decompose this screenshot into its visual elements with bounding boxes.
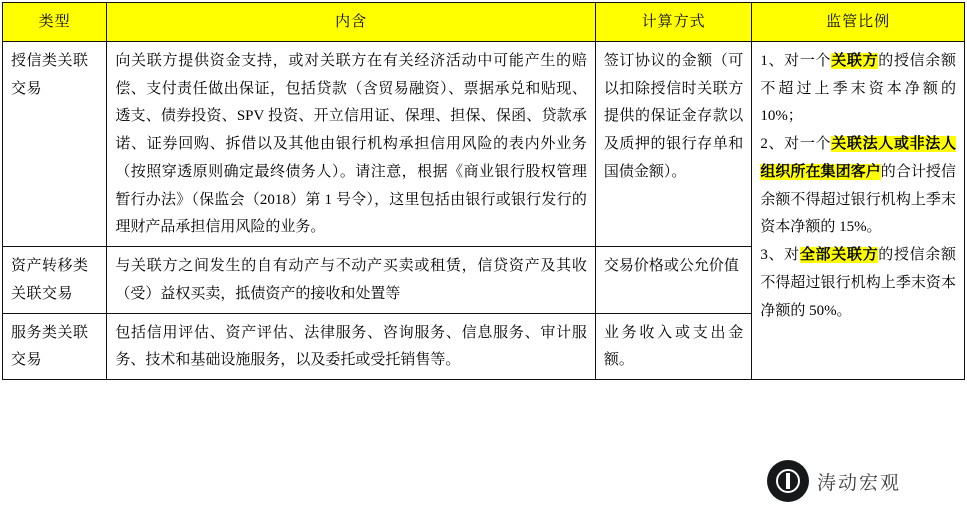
table-header-row <box>3 3 965 42</box>
ratio-item-3-suffix: 的授信余额不得超过银行机构上季末资本净额的 50%。 <box>760 247 956 319</box>
cell-calc-service: 业务收入或支出金额。 <box>595 313 751 380</box>
table-header <box>3 3 965 42</box>
ratio-item-2-highlight: 关联法人或非法人组织所在集团客户 <box>760 136 956 180</box>
ratio-item-3-highlight: 全部关联方 <box>799 247 879 263</box>
column-header-content: 内含 <box>107 3 596 42</box>
cell-calc-asset-transfer: 交易价格或公允价值 <box>595 247 751 314</box>
table-row <box>3 41 965 246</box>
ratio-item-1-highlight: 关联方 <box>831 52 879 69</box>
relation-transaction-table <box>2 2 965 380</box>
table-body <box>3 41 965 379</box>
document-page <box>0 2 967 514</box>
column-header-type: 类型 <box>3 3 107 42</box>
ratio-item-2-suffix: 的合计授信余额不得超过银行机构上季末资本净额的 15%。 <box>760 163 956 236</box>
cell-calc-credit: 签订协议的金额（可以扣除授信时关联方提供的保证金存款以及质押的银行存单和国债金额）。 <box>595 41 751 246</box>
cell-content-service: 包括信用评估、资产评估、法律服务、咨询服务、信息服务、审计服务、技术和基础设施服务，以及委托或受托销售等。 <box>107 313 596 380</box>
ratio-item-3-prefix: 3、对 <box>760 247 800 263</box>
watermark <box>763 454 959 508</box>
cell-type-service: 服务类关联交易 <box>3 313 107 380</box>
column-header-calc: 计算方式 <box>595 3 751 42</box>
watermark-label: 涛动宏观 <box>817 472 902 494</box>
ratio-item-3 <box>760 242 956 325</box>
ratio-item-2 <box>760 131 956 242</box>
cell-content-asset-transfer: 与关联方之间发生的自有动产与不动产买卖或租赁，信贷资产及其收（受）益权买卖，抵债资产的接收和处置等 <box>107 247 596 314</box>
ratio-list <box>760 48 956 326</box>
cell-type-asset-transfer: 资产转移类关联交易 <box>3 247 107 314</box>
ratio-item-1-suffix: 的授信余额不超过上季末资本净额的 10%； <box>760 52 956 125</box>
cell-type-credit: 授信类关联交易 <box>3 41 107 246</box>
cell-regulatory-ratio <box>752 41 965 379</box>
ratio-item-2-prefix: 2、对一个 <box>760 136 832 152</box>
circle-logo-icon <box>767 460 809 502</box>
cell-content-credit: 向关联方提供资金支持，或对关联方在有关经济活动中可能产生的赔偿、支付责任做出保证，包括贷款（含贸易融资）、票据承兑和贴现、透支、债券投资、SPV 投资、开立信用证、保理、担保、保函、贷款承诺、证券回购、拆借以及其他由银行机构承担信用风险的表内外业务（按照穿透原则确定最终债务人）。请注意，根据《商业银行股权管理暂行办法》（保监会（2018）第 1 号令），这里包括由银行或银行发行的理财产品承担信用风险的业务。 <box>107 41 596 246</box>
ratio-item-1 <box>760 48 956 131</box>
column-header-ratio: 监管比例 <box>752 3 965 42</box>
ratio-item-1-prefix: 1、对一个 <box>760 52 832 69</box>
